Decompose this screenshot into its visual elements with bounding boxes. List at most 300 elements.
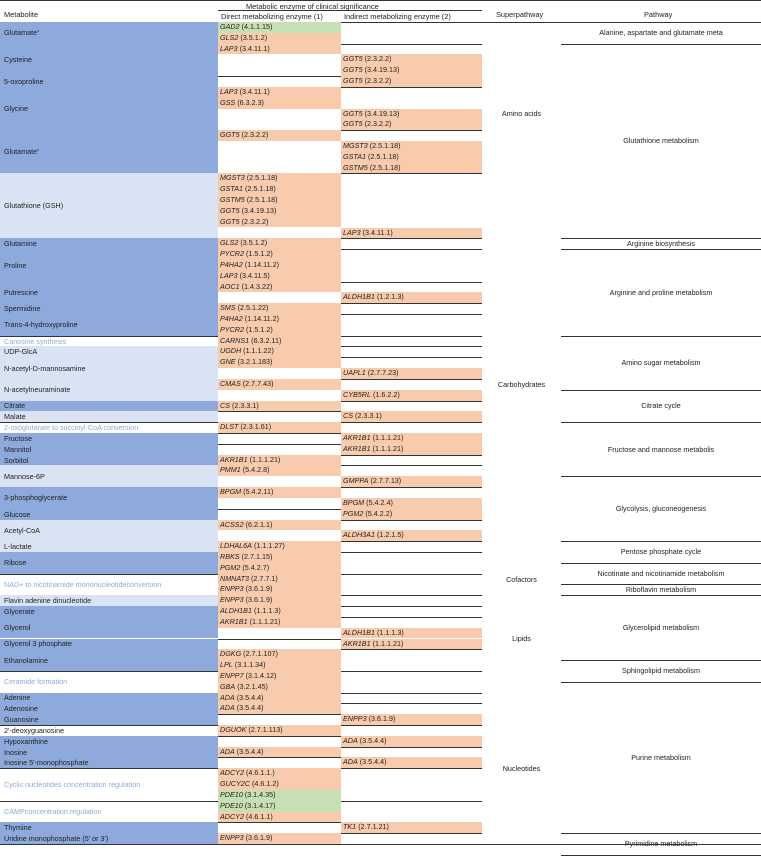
enzyme-gene: GBA (220, 681, 236, 691)
indirect-enzyme-cell (341, 595, 482, 606)
enzyme-ec-number: (3.4.19.13) (241, 205, 277, 215)
pathway-label (561, 682, 761, 833)
indirect-enzyme-cell (341, 639, 482, 650)
enzyme-gene: GGT5 (343, 108, 363, 118)
indirect-enzyme-cell (341, 465, 482, 476)
metabolite-name: Fructose (4, 433, 32, 443)
enzyme-ec-number: (3.5.1.2) (240, 32, 268, 42)
enzyme-ec-number: (3.4.19.13) (364, 108, 400, 118)
indirect-enzyme-cell (341, 195, 482, 206)
pathway-text: Amino sugar metabolism (621, 358, 701, 368)
metabolite-cell (0, 130, 218, 173)
metabolite-name: Glycerol (4, 623, 31, 633)
metabolite-name: Malate (4, 412, 26, 422)
superpathway-text: Amino acids (501, 109, 542, 119)
metabolite-cell (0, 455, 218, 466)
metabolite-name: Inosine 5'-monophosphate (4, 758, 89, 768)
indirect-enzyme-cell (341, 33, 482, 44)
direct-enzyme-cell (218, 195, 341, 206)
enzyme-ec-number: (5.4.2.8) (242, 465, 270, 475)
indirect-enzyme-cell (341, 130, 482, 141)
superpathway-text: Carbohydrates (497, 379, 546, 389)
enzyme-gene: AKR1B1 (220, 454, 248, 464)
enzyme-ec-number: (1.1.1.3) (376, 627, 404, 637)
enzyme-gene: ACSS2 (220, 519, 244, 529)
enzyme-gene: GGT5 (343, 76, 363, 86)
enzyme-gene: DGUOK (220, 725, 247, 735)
enzyme-ec-number: (2.3.2.2) (364, 119, 392, 129)
metabolite-name: 2-oxoglutarate to succinyl-CoA conversion (4, 423, 139, 433)
indirect-enzyme-cell (341, 87, 482, 98)
pathway-text: Purine metabolism (631, 752, 691, 762)
indirect-enzyme-cell (341, 574, 482, 585)
enzyme-ec-number: (2.7.7.43) (242, 378, 274, 388)
direct-enzyme-cell (218, 238, 341, 249)
direct-enzyme-cell (218, 379, 341, 390)
enzyme-gene: CS (343, 411, 353, 421)
enzyme-ec-number: (2.7.7.1) (251, 573, 278, 583)
direct-enzyme-cell (218, 390, 341, 401)
metabolite-name: N-acetyl-D-mannosamine (4, 363, 86, 373)
indirect-enzyme-cell (341, 141, 482, 152)
enzyme-gene: LDHAL6A (220, 541, 252, 551)
enzyme-gene: ALDH1B1 (220, 606, 252, 616)
indirect-enzyme-cell (341, 65, 482, 76)
metabolite-name: Acetyl-CoA (4, 525, 40, 535)
metabolite-cell (0, 346, 218, 357)
enzyme-ec-number: (2.7.7.13) (370, 476, 402, 486)
enzyme-ec-number: (3.4.11.1) (239, 86, 270, 96)
indirect-enzyme-cell (341, 206, 482, 217)
pathway-text: Alanine, aspartate and glutamate meta (599, 28, 723, 38)
metabolite-name: Guanosine (4, 715, 39, 725)
enzyme-gene: GSTM5 (343, 162, 368, 172)
metabolite-cell (0, 411, 218, 422)
indirect-enzyme-cell (341, 812, 482, 823)
enzyme-gene: GLS2 (220, 32, 239, 42)
metabolite-name: Inosine (4, 747, 28, 757)
direct-enzyme-cell (218, 530, 341, 541)
metabolite-cell (0, 238, 218, 249)
enzyme-gene: ALDH1B1 (343, 627, 375, 637)
metabolite-name: L-lactate (4, 542, 32, 552)
enzyme-gene: SMS (220, 303, 236, 313)
pathway-label (561, 422, 761, 476)
direct-enzyme-cell (218, 87, 341, 98)
metabolite-cell (0, 606, 218, 617)
pathway-text: Pyrimidine metabolism (624, 839, 698, 849)
direct-enzyme-cell (218, 639, 341, 650)
enzyme-ec-number: (2.3.2.2) (364, 76, 392, 86)
enzyme-ec-number: (3.4.11.5) (239, 270, 270, 280)
enzyme-gene: ADA (343, 735, 358, 745)
metabolite-cell (0, 736, 218, 747)
enzyme-ec-number: (4.6.1.1) (245, 811, 273, 821)
metabolite-name: 5-oxoproline (4, 76, 44, 86)
superpathway-text: Lipids (512, 633, 531, 643)
indirect-enzyme-cell (341, 249, 482, 260)
enzyme-ec-number: (3.1.4.12) (245, 670, 277, 680)
indirect-enzyme-cell (341, 606, 482, 617)
enzyme-gene: LPL (220, 660, 233, 670)
direct-enzyme-cell (218, 660, 341, 671)
enzyme-gene: AKR1B1 (343, 638, 371, 648)
metabolite-cell (0, 401, 218, 412)
enzyme-ec-number: (3.1.4.35) (244, 789, 276, 799)
enzyme-gene: ENPP3 (220, 584, 244, 594)
pathway-text: Glycolysis, gluconeogenesis (615, 504, 707, 514)
direct-enzyme-cell (218, 476, 341, 487)
metabolite-name: Canosine synthesis (4, 336, 67, 346)
metabolite-name: 2'-deoxyguanosine (4, 725, 65, 735)
enzyme-ec-number: (3.5.4.4) (359, 757, 387, 767)
metabolite-name: Cyclic nucleotides concentration regulation (4, 780, 141, 789)
metabolite-cell (0, 487, 218, 509)
direct-enzyme-cell (218, 671, 341, 682)
metabolite-name: CAMPconcentration regulation (4, 807, 102, 817)
enzyme-gene: AOC1 (220, 281, 240, 291)
enzyme-ec-number: (3.5.4.4) (359, 735, 387, 745)
enzyme-ec-number: (6.3.2.3) (237, 97, 264, 107)
direct-enzyme-cell (218, 574, 341, 585)
indirect-enzyme-cell (341, 552, 482, 563)
metabolite-name: Glucose (4, 509, 31, 519)
pathway-text: Glycerolipid metabolism (622, 623, 700, 633)
metabolite-name: Trans-4-hydroxyproline (4, 320, 78, 330)
indirect-enzyme-cell (341, 725, 482, 736)
metabolite-name: Citrate (4, 401, 26, 411)
enzyme-ec-number: (2.7.1.107) (243, 649, 278, 659)
indirect-enzyme-cell (341, 703, 482, 714)
direct-enzyme-cell (218, 606, 341, 617)
enzyme-gene: CARNS1 (220, 335, 250, 345)
enzyme-gene: GLS2 (220, 238, 239, 248)
direct-enzyme-cell (218, 693, 341, 704)
enzyme-gene: ADCY2 (220, 768, 244, 778)
indirect-enzyme-cell (341, 217, 482, 228)
enzyme-gene: DLST (220, 422, 239, 432)
enzyme-gene: PGM2 (343, 508, 364, 518)
enzyme-gene: CMAS (220, 378, 241, 388)
indirect-enzyme-cell (341, 768, 482, 779)
indirect-enzyme-cell (341, 119, 482, 130)
metabolite-cell (0, 725, 218, 736)
enzyme-gene: UAPL1 (343, 368, 366, 378)
enzyme-ec-number: (1.1.1.21) (372, 638, 404, 648)
indirect-enzyme-cell (341, 22, 482, 33)
enzyme-ec-number: (1.5.1.2) (245, 249, 273, 259)
metabolite-cell (0, 703, 218, 714)
enzyme-gene: AKR1B1 (343, 443, 371, 453)
indirect-enzyme-cell (341, 433, 482, 444)
direct-enzyme-cell (218, 282, 341, 293)
enzyme-ec-number: (2.3.2.2) (241, 216, 269, 226)
direct-enzyme-cell (218, 682, 341, 693)
metabolite-name: 3-phosphoglycerate (4, 493, 68, 503)
direct-enzyme-cell (218, 649, 341, 660)
enzyme-ec-number: (3.4.11.1) (362, 227, 393, 237)
direct-enzyme-cell (218, 260, 341, 271)
enzyme-gene: NMNAT3 (220, 573, 250, 583)
enzyme-gene: GGT5 (343, 119, 363, 129)
direct-enzyme-cell (218, 725, 341, 736)
direct-enzyme-cell (218, 325, 341, 336)
indirect-enzyme-cell (341, 736, 482, 747)
direct-enzyme-cell (218, 422, 341, 433)
direct-enzyme-cell (218, 303, 341, 314)
enzyme-ec-number: (6.2.1.1) (245, 519, 273, 529)
indirect-enzyme-cell (341, 509, 482, 520)
indirect-enzyme-cell (341, 520, 482, 531)
indirect-enzyme-cell (341, 357, 482, 368)
indirect-enzyme-cell (341, 76, 482, 87)
superpathway-label (482, 22, 561, 206)
metabolite-footnote-mark: * (37, 148, 40, 155)
header-pathway: Pathway (644, 10, 673, 19)
enzyme-ec-number: (2.5.1.18) (369, 162, 401, 172)
direct-enzyme-cell (218, 184, 341, 195)
enzyme-ec-number: (2.3.1.61) (240, 422, 272, 432)
pathway-label (561, 390, 761, 422)
direct-enzyme-cell (218, 22, 341, 33)
metabolite-name: UDP-GlcA (4, 347, 38, 357)
enzyme-gene: ALDH1B1 (343, 292, 375, 302)
enzyme-gene: AKR1B1 (343, 433, 371, 442)
indirect-enzyme-cell (341, 379, 482, 390)
pathway-label (561, 476, 761, 541)
enzyme-gene: GNE (220, 357, 236, 367)
enzyme-ec-number: (2.7.1.15) (241, 551, 273, 561)
enzyme-group-underline (218, 10, 482, 11)
enzyme-gene: P4HA2 (220, 259, 243, 269)
metabolite-cell (0, 303, 218, 314)
metabolite-name: Glutathione (GSH) (4, 201, 64, 211)
enzyme-gene: ADA (343, 757, 358, 767)
header-metabolite: Metabolite (4, 10, 39, 19)
direct-enzyme-cell (218, 790, 341, 801)
enzyme-ec-number: (3.4.11.1) (239, 43, 270, 53)
enzyme-ec-number: (3.5.4.4) (236, 746, 264, 756)
pathway-text: Arginine biosynthesis (627, 239, 695, 249)
enzyme-gene: ADA (220, 746, 235, 756)
enzyme-gene: CS (220, 400, 230, 410)
direct-enzyme-cell (218, 228, 341, 239)
direct-enzyme-cell (218, 119, 341, 130)
bottom-border (0, 844, 761, 845)
header-enzyme-group: Metabolic enzyme of clinical significance (246, 2, 379, 11)
metabolite-cell (0, 22, 218, 44)
enzyme-ec-number: (1.14.11.2) (244, 314, 280, 324)
direct-enzyme-cell (218, 411, 341, 422)
superpathway-text: Nucleotides (502, 763, 541, 773)
indirect-enzyme-cell (341, 325, 482, 336)
enzyme-ec-number: (5.4.2.7) (242, 562, 270, 572)
pathway-label (561, 584, 761, 595)
enzyme-ec-number: (3.2.1.45) (237, 681, 268, 691)
enzyme-gene: P4HA2 (220, 314, 243, 324)
metabolite-name: Glycerol 3 phosphate (4, 639, 72, 649)
direct-enzyme-cell (218, 65, 341, 76)
enzyme-gene: PGM2 (220, 562, 241, 572)
direct-enzyme-cell (218, 173, 341, 184)
enzyme-gene: PYCR2 (220, 249, 244, 259)
metabolite-name: Glutamate (4, 147, 38, 157)
enzyme-gene: MGST3 (220, 173, 245, 183)
metabolite-cell (0, 314, 218, 336)
enzyme-gene: LAP3 (220, 43, 238, 53)
direct-enzyme-cell (218, 346, 341, 357)
indirect-enzyme-cell (341, 282, 482, 293)
pathway-label (561, 22, 761, 44)
enzyme-gene: PMM1 (220, 465, 241, 475)
metabolite-name: NAD+ to nicotinamide mononucleotideconversion (4, 579, 162, 589)
indirect-enzyme-cell (341, 628, 482, 639)
metabolite-name: Ethanolamine (4, 655, 48, 665)
metabolite-name: Glycerate (4, 606, 35, 616)
metabolite-name: Ribose (4, 558, 27, 568)
metabolite-cell (0, 379, 218, 401)
enzyme-ec-number: (3.6.1.9) (368, 714, 396, 724)
enzyme-gene: MGST3 (343, 140, 368, 150)
enzyme-ec-number: (6.3.2.11) (251, 335, 282, 345)
superpathway-label (482, 563, 561, 595)
metabolite-cell (0, 465, 218, 487)
metabolite-name: Uridine monophosphate (5' or 3') (4, 834, 109, 844)
indirect-enzyme-cell (341, 336, 482, 347)
direct-enzyme-cell (218, 76, 341, 87)
pathway-text: Citrate cycle (641, 401, 681, 411)
indirect-enzyme-cell (341, 530, 482, 541)
enzyme-gene: ADCY2 (220, 811, 244, 821)
indirect-enzyme-cell (341, 401, 482, 412)
direct-enzyme-cell (218, 33, 341, 44)
enzyme-gene: GGT5 (220, 205, 240, 215)
direct-enzyme-cell (218, 757, 341, 768)
direct-enzyme-cell (218, 801, 341, 812)
enzyme-ec-number: (3.5.4.4) (236, 692, 264, 702)
enzyme-ec-number: (1.1.1.21) (249, 616, 281, 626)
indirect-enzyme-cell (341, 563, 482, 574)
direct-enzyme-cell (218, 768, 341, 779)
indirect-enzyme-cell (341, 271, 482, 282)
metabolite-name: Glutamate (4, 28, 38, 38)
metabolite-cell (0, 422, 218, 433)
metabolite-cell (0, 822, 218, 833)
enzyme-ec-number: (2.3.3.1) (232, 400, 259, 410)
metabolite-cell (0, 801, 218, 823)
pathway-text: Nicotinate and nicotinamide metabolism (597, 569, 725, 579)
metabolite-name: Spermidine (4, 304, 41, 314)
metabolite-name: Glutamine (4, 239, 37, 249)
pathway-text: Pentose phosphate cycle (620, 547, 702, 557)
metabolite-cell (0, 541, 218, 552)
enzyme-gene: GSS (220, 97, 236, 107)
pathway-label (561, 541, 761, 563)
enzyme-ec-number: (2.5.1.22) (237, 303, 269, 313)
indirect-enzyme-cell (341, 173, 482, 184)
metabolite-name: N-acetylneuraminate (4, 385, 71, 395)
direct-enzyme-cell (218, 433, 341, 444)
enzyme-gene: PDE10 (220, 800, 243, 810)
pathway-text: Arginine and proline metabolism (609, 287, 713, 297)
indirect-enzyme-cell (341, 790, 482, 801)
enzyme-gene: LAP3 (220, 86, 238, 96)
metabolite-cell (0, 747, 218, 758)
direct-enzyme-cell (218, 98, 341, 109)
enzyme-gene: ENPP3 (220, 833, 244, 843)
indirect-enzyme-cell (341, 152, 482, 163)
enzyme-ec-number: (3.5.1.2) (240, 238, 268, 248)
direct-enzyme-cell (218, 271, 341, 282)
enzyme-ec-number: (5.4.2.2) (365, 508, 393, 518)
enzyme-ec-number: (4.6.1.1.) (245, 768, 275, 778)
enzyme-gene: CYB5RL (343, 389, 371, 399)
indirect-enzyme-cell (341, 660, 482, 671)
enzyme-ec-number: (1.1.1.21) (249, 454, 281, 464)
enzyme-ec-number: (4.6.1.2) (251, 779, 279, 789)
metabolite-cell (0, 336, 218, 347)
indirect-enzyme-cell (341, 584, 482, 595)
direct-enzyme-cell (218, 628, 341, 639)
indirect-enzyme-cell (341, 682, 482, 693)
pathway-text: Sphingolipid metabolism (622, 666, 700, 676)
metabolite-cell (0, 595, 218, 606)
direct-enzyme-cell (218, 703, 341, 714)
enzyme-gene: ADA (220, 692, 235, 702)
enzyme-ec-number: (1.5.1.2) (245, 324, 273, 334)
metabolite-cell (0, 357, 218, 379)
metabolite-cell (0, 173, 218, 238)
enzyme-ec-number: (2.5.1.18) (368, 151, 399, 161)
direct-enzyme-cell (218, 314, 341, 325)
indirect-enzyme-cell (341, 163, 482, 174)
indirect-enzyme-cell (341, 54, 482, 65)
enzyme-gene: AKR1B1 (220, 616, 248, 626)
enzyme-ec-number: (3.6.1.9) (245, 833, 273, 843)
metabolite-cell (0, 757, 218, 768)
metabolite-cell (0, 249, 218, 281)
direct-enzyme-cell (218, 714, 341, 725)
metabolite-cell (0, 649, 218, 671)
enzyme-ec-number: (1.1.1.22) (243, 346, 274, 356)
metabolite-cell (0, 87, 218, 130)
direct-enzyme-cell (218, 455, 341, 466)
direct-enzyme-cell (218, 509, 341, 520)
indirect-enzyme-cell (341, 292, 482, 303)
enzyme-gene: RBKS (220, 551, 240, 561)
metabolite-cell (0, 44, 218, 76)
metabolite-cell (0, 617, 218, 639)
pathway-label (561, 249, 761, 336)
enzyme-gene: BPGM (343, 497, 365, 507)
enzyme-gene: GSTA1 (220, 184, 244, 194)
metabolite-cell (0, 714, 218, 725)
enzyme-ec-number: (1.2.1.5) (376, 530, 404, 540)
metabolite-name: Adenine (4, 693, 31, 703)
enzyme-ec-number: (5.4.2.4) (366, 497, 393, 507)
direct-enzyme-cell (218, 401, 341, 412)
enzyme-gene: LAP3 (220, 270, 238, 280)
indirect-enzyme-cell (341, 649, 482, 660)
metabolite-name: Glycine (4, 104, 28, 114)
direct-enzyme-cell (218, 206, 341, 217)
metabolite-name: Putrescine (4, 287, 38, 297)
pathway-text: Riboflavin metabolism (625, 585, 697, 595)
enzyme-gene: ALDH3A1 (343, 530, 375, 540)
indirect-enzyme-cell (341, 368, 482, 379)
enzyme-gene: GMPPA (343, 476, 369, 486)
pathway-label (561, 44, 761, 239)
